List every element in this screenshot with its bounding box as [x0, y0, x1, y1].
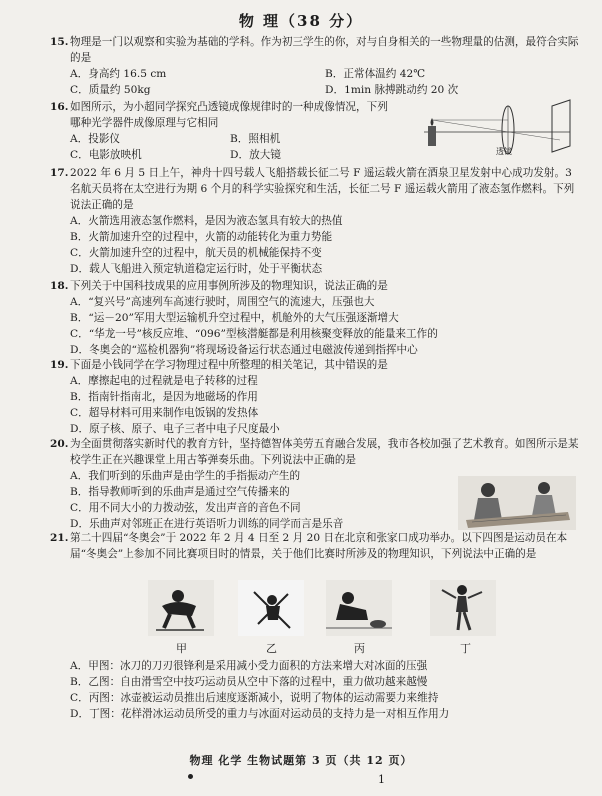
question-number: 18. [50, 280, 69, 292]
option-c: C．丙图：冰壶被运动员推出后速度逐渐减小，说明了物体的运动需要力来维持 [70, 692, 439, 704]
photo-freestyle-skiing [238, 580, 304, 636]
lens-experiment-figure [420, 96, 580, 160]
question-number: 16. [50, 101, 69, 113]
question-16 [50, 99, 390, 163]
option-d: D．乐曲声对邻班正在进行英语听力训练的同学而言是乐音 [70, 518, 344, 530]
question-stem: 为全面贯彻落实新时代的教育方针，坚持德智体美劳五育融合发展，我市各校加强了艺术教育。如图所示是某校学生正在兴趣课堂上用古筝弹奏乐曲。下列说法中正确的是 [70, 438, 579, 466]
photo-label-yi: 乙 [266, 642, 277, 655]
photo-curling [326, 580, 392, 636]
photo-label-jia: 甲 [176, 642, 187, 655]
question-15 [50, 34, 580, 98]
option-c: C．电影放映机 [70, 149, 142, 161]
question-21 [50, 530, 580, 562]
section-title: 物 理（38 分） [238, 12, 364, 30]
question-18 [50, 278, 580, 358]
flame-icon [431, 118, 434, 126]
question-17 [50, 165, 580, 277]
question-number: 19. [50, 359, 69, 371]
option-a: A．摩擦起电的过程就是电子转移的过程 [70, 375, 258, 387]
page-mark: 1 [378, 773, 385, 786]
option-d: D．1min 脉搏跳动约 20 次 [325, 84, 459, 96]
option-b: B．指南针指南北，是因为地磁场的作用 [70, 391, 258, 403]
question-number: 15. [50, 36, 69, 48]
option-d: D．放大镜 [230, 149, 281, 161]
candle-icon [428, 126, 436, 146]
option-d: D．冬奥会的“巡检机器狗”将现场设备运行状态通过电磁波传递到指挥中心 [70, 344, 418, 356]
option-c: C．用不同大小的力拨动弦，发出声音的音色不同 [70, 502, 301, 514]
page-footer: 物理 化学 生物试题第 3 页（共 12 页） [189, 754, 413, 767]
question-stem: 如图所示，为小超同学探究凸透镜成像规律时的一种成像情况，下列哪种光学器件成像原理与它相同 [70, 101, 388, 129]
screen-icon [552, 100, 570, 152]
question-stem: 下列关于中国科技成果的应用事例所涉及的物理知识，说法正确的是 [70, 280, 388, 292]
option-c: C．超导材料可用来制作电饭锅的发热体 [70, 407, 259, 419]
question-stem: 下面是小钱同学在学习物理过程中所整理的相关笔记，其中错误的是 [70, 359, 388, 371]
option-c: C．质量约 50kg [70, 84, 151, 96]
question-stem: 第二十四届“冬奥会”于 2022 年 2 月 4 日至 2 月 20 日在北京和张家口成功举办。以下四图是运动员在本届“冬奥会”上参加不同比赛项目时的情景，关于他们比赛时所涉及的物理知识，下列说法中正确的是 [70, 532, 568, 560]
question-number: 21. [50, 532, 69, 544]
option-b: B．正常体温约 42℃ [325, 68, 426, 80]
question-stem: 物理是一门以观察和实验为基础的学科。作为初三学生的你，对与自身相关的一些物理量的估测，最符合实际的是 [70, 36, 579, 64]
option-c: C．“华龙一号”核反应堆、“096”型核潜艇都是利用核聚变释放的能量来工作的 [70, 328, 438, 340]
photo-speed-skating [148, 580, 214, 636]
question-number: 20. [50, 438, 69, 450]
photo-label-bing: 丙 [354, 642, 365, 655]
option-d: D．原子核、原子、电子三者中电子尺度最小 [70, 423, 280, 435]
photo-label-ding: 丁 [460, 642, 471, 655]
option-d: D．载人飞船进入预定轨道稳定运行时，处于平衡状态 [70, 263, 323, 275]
lens-label: 透镜 [496, 147, 512, 156]
option-a: A．甲图：冰刀的刀刃很锋利是采用减小受力面积的方法来增大对冰面的压强 [70, 660, 428, 672]
question-stem: 2022 年 6 月 5 日上午，神舟十四号载人飞船搭载长征二号 F 遥运载火箭在酒泉卫星发射中心成功发射。3 名航天员将在太空进行为期 6 个月的科学实验探究和生活，长征二号 F 遥运载火箭用了液态氢作燃料。下列说法正确的是 [70, 167, 575, 211]
dot-mark [188, 774, 193, 779]
question-number: 17. [50, 167, 69, 179]
option-a: A．身高约 16.5 cm [70, 68, 167, 80]
option-b: B．照相机 [230, 133, 281, 145]
option-b: B．“运－20”军用大型运输机升空过程中，机舱外的大气压强逐渐增大 [70, 312, 399, 324]
option-b: B．火箭加速升空的过程中，火箭的动能转化为重力势能 [70, 231, 333, 243]
option-a: A．投影仪 [70, 133, 121, 145]
question-21-options [70, 658, 580, 722]
photo-figure-skating [430, 580, 496, 636]
option-a: A．火箭选用液态氢作燃料，是因为液态氢具有较大的热值 [70, 215, 343, 227]
option-a: A．我们听到的乐曲声是由学生的手指振动产生的 [70, 470, 301, 482]
question-19 [50, 357, 580, 437]
option-b: B．指导教师听到的乐曲声是通过空气传播来的 [70, 486, 290, 498]
option-d: D．丁图：花样滑冰运动员所受的重力与冰面对运动员的支持力是一对相互作用力 [70, 708, 450, 720]
option-c: C．火箭加速升空的过程中，航天员的机械能保持不变 [70, 247, 322, 259]
guzheng-photo [458, 476, 576, 530]
option-b: B．乙图：自由滑雪空中技巧运动员从空中下落的过程中，重力做功越来越慢 [70, 676, 428, 688]
option-a: A．“复兴号”高速列车高速行驶时，周围空气的流速大，压强也大 [70, 296, 375, 308]
